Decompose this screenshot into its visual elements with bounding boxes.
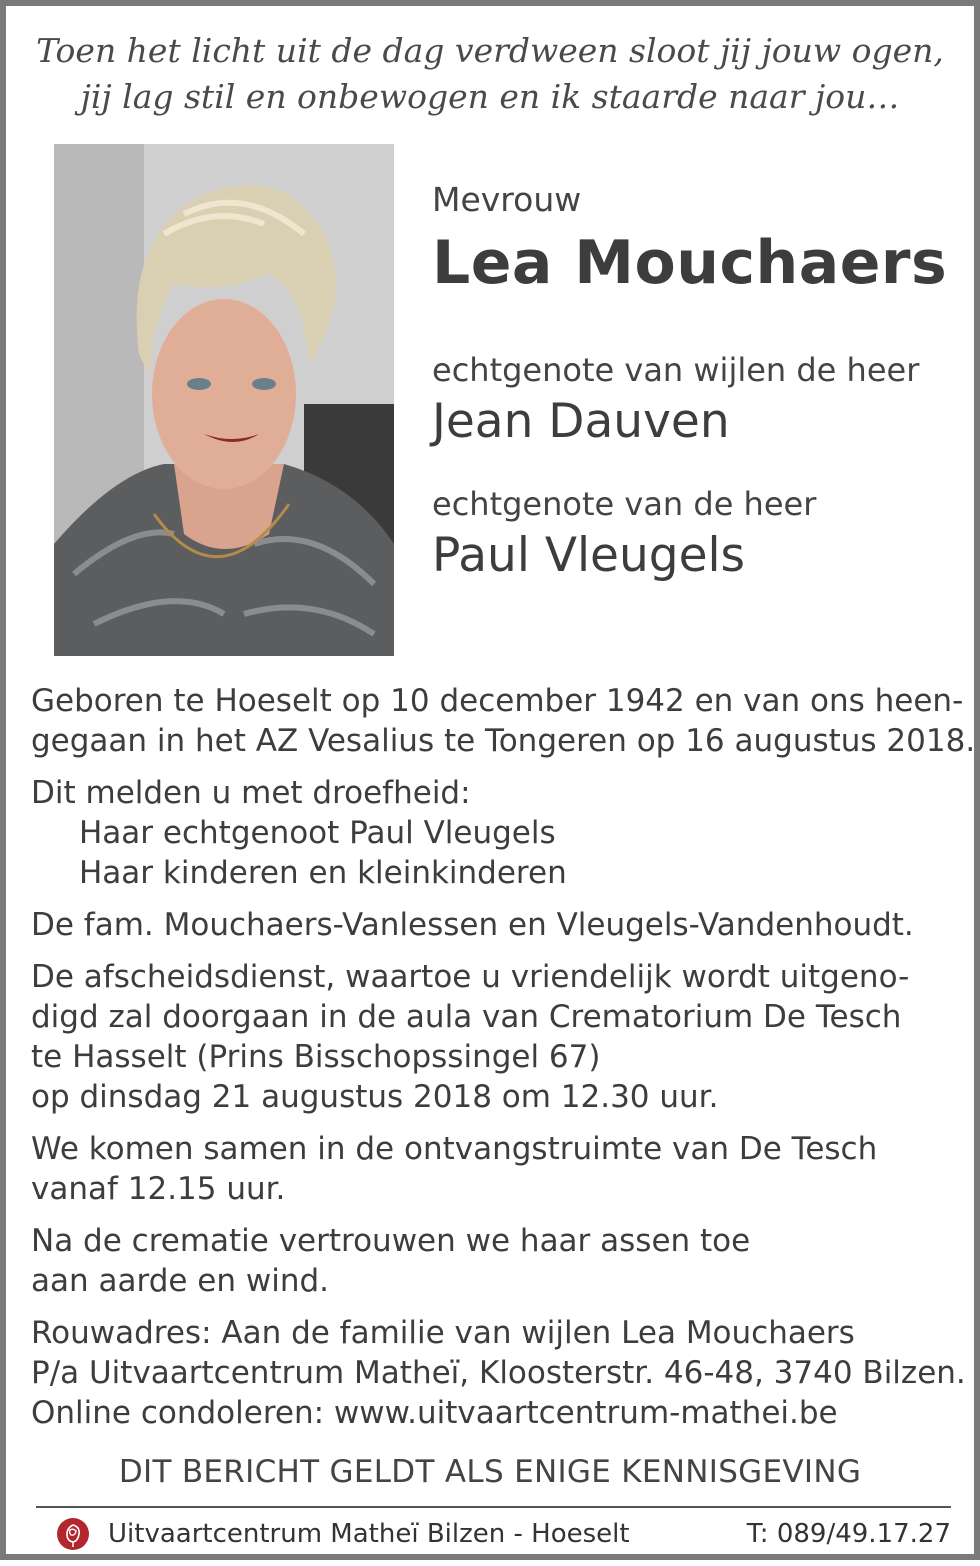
announce-person-2: Haar kinderen en kleinkinderen bbox=[79, 855, 567, 891]
service-paragraph bbox=[31, 957, 966, 1117]
footer-phone: T: 089/49.17.27 bbox=[746, 1519, 951, 1549]
announce-intro: Dit melden u met droefheid: bbox=[31, 775, 471, 811]
service-line-1: De afscheidsdienst, waartoe u vriendelijk wordt uitgeno- bbox=[31, 959, 910, 995]
service-line-3: te Hasselt (Prins Bisschopssingel 67) bbox=[31, 1039, 601, 1075]
poem-line-2: jij lag stil en onbewogen en ik staarde naar jou… bbox=[80, 77, 900, 116]
footer-company-name: Uitvaartcentrum Matheï Bilzen - Hoeselt bbox=[108, 1519, 630, 1549]
footer-divider bbox=[36, 1506, 951, 1508]
announce-person-1: Haar echtgenoot Paul Vleugels bbox=[79, 815, 556, 851]
gathering-line-2: vanaf 12.15 uur. bbox=[31, 1171, 286, 1207]
gathering-line-1: We komen samen in de ontvangstruimte van De Tesch bbox=[31, 1131, 878, 1167]
deceased-block bbox=[432, 176, 972, 586]
birth-line-2: gegaan in het AZ Vesalius te Tongeren op 16 augustus 2018. bbox=[31, 723, 976, 759]
relation-label-1: echtgenote van wijlen de heer bbox=[432, 351, 920, 389]
families-line: De fam. Mouchaers-Vanlessen en Vleugels-Vandenhoudt. bbox=[31, 907, 914, 943]
service-line-4: op dinsdag 21 augustus 2018 om 12.30 uur. bbox=[31, 1079, 719, 1115]
obituary-card bbox=[6, 6, 974, 1554]
cremation-line-1: Na de crematie vertrouwen we haar assen toe bbox=[31, 1223, 751, 1259]
address-line-1: Rouwadres: Aan de familie van wijlen Lea Mouchaers bbox=[31, 1315, 855, 1351]
birth-paragraph bbox=[31, 681, 976, 761]
gathering-paragraph bbox=[31, 1129, 966, 1209]
service-line-2: digd zal doorgaan in de aula van Crematorium De Tesch bbox=[31, 999, 902, 1035]
families-paragraph bbox=[31, 905, 966, 945]
poem bbox=[6, 28, 974, 120]
obituary-body bbox=[31, 681, 976, 1445]
deceased-title: Mevrouw bbox=[432, 180, 582, 219]
cremation-line-2: aan aarde en wind. bbox=[31, 1263, 330, 1299]
notice-text: DIT BERICHT GELDT ALS ENIGE KENNISGEVING bbox=[118, 1454, 862, 1490]
birth-line-1: Geboren te Hoeselt op 10 december 1942 en van ons heen- bbox=[31, 683, 964, 719]
announce-paragraph bbox=[31, 773, 966, 893]
relation-name-1: Jean Dauven bbox=[432, 394, 730, 449]
address-line-2: P/a Uitvaartcentrum Matheï, Kloosterstr. 46-48, 3740 Bilzen. bbox=[31, 1355, 966, 1391]
rose-logo-icon bbox=[56, 1517, 90, 1551]
address-paragraph bbox=[31, 1313, 966, 1433]
portrait-photo bbox=[54, 144, 394, 656]
deceased-name: Lea Mouchaers bbox=[432, 228, 948, 298]
poem-line-1: Toen het licht uit de dag verdween sloot jij jouw ogen, bbox=[36, 31, 944, 70]
address-line-3: Online condoleren: www.uitvaartcentrum-mathei.be bbox=[31, 1395, 838, 1431]
relation-name-2: Paul Vleugels bbox=[432, 528, 746, 583]
cremation-paragraph bbox=[31, 1221, 966, 1301]
relation-label-2: echtgenote van de heer bbox=[432, 485, 817, 523]
footer bbox=[56, 1514, 951, 1554]
portrait-illustration bbox=[54, 144, 394, 656]
